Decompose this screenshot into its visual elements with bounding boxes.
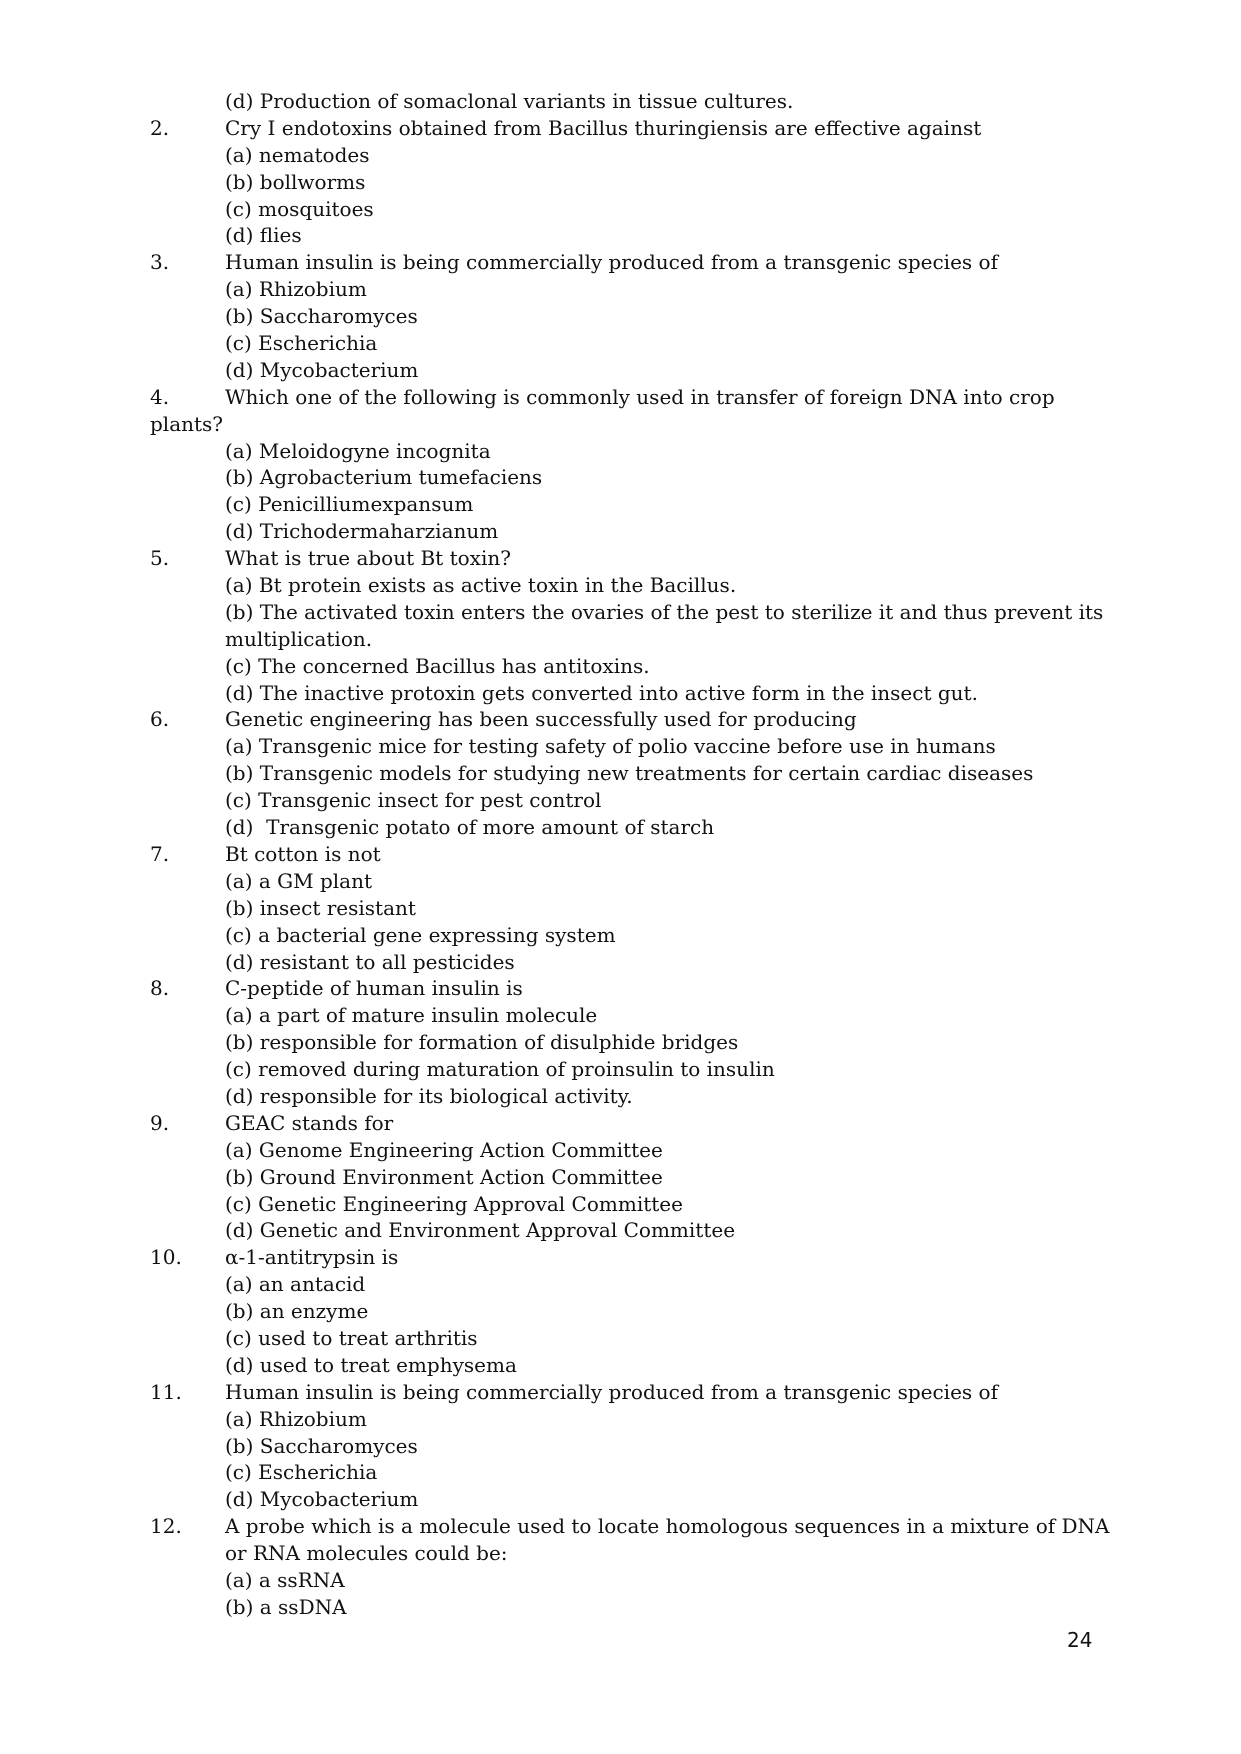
option-text: (b) insect resistant bbox=[225, 895, 416, 920]
question-text-wrap: plants? bbox=[150, 411, 224, 436]
option-line bbox=[150, 572, 1090, 599]
option-text: (c) Penicilliumexpansum bbox=[225, 492, 474, 517]
question-12 bbox=[150, 1513, 1110, 1540]
option-text: (c) removed during maturation of proinsulin to insulin bbox=[225, 1057, 775, 1082]
question-number: 11. bbox=[150, 1379, 182, 1404]
option-text: (a) Rhizobium bbox=[225, 1406, 367, 1431]
option-text: (a) a part of mature insulin molecule bbox=[225, 1003, 598, 1028]
option-text: (c) Genetic Engineering Approval Committee bbox=[225, 1191, 683, 1216]
option-line bbox=[150, 1029, 1090, 1056]
question-6 bbox=[150, 706, 1090, 733]
option-line bbox=[150, 787, 1090, 814]
option-text: (b) Saccharomyces bbox=[225, 304, 418, 329]
option-line bbox=[150, 222, 1090, 249]
question-9 bbox=[150, 1110, 1090, 1137]
option-line bbox=[150, 1433, 1090, 1460]
question-text-continued bbox=[150, 411, 1090, 438]
option-text: (b) Transgenic models for studying new treatments for certain cardiac diseases bbox=[225, 761, 1034, 786]
question-11 bbox=[150, 1379, 1090, 1406]
option-line bbox=[150, 1486, 1090, 1513]
question-text: Cry I endotoxins obtained from Bacillus thuringiensis are effective against bbox=[225, 115, 982, 140]
option-text: (d) The inactive protoxin gets converted into active form in the insect gut. bbox=[225, 680, 978, 705]
option-line bbox=[150, 1137, 1090, 1164]
option-text: (d) Trichodermaharzianum bbox=[225, 519, 499, 544]
option-line bbox=[150, 518, 1090, 545]
option-text: (d) flies bbox=[225, 223, 302, 248]
option-line bbox=[150, 1459, 1090, 1486]
question-text: Genetic engineering has been successfully used for producing bbox=[225, 707, 857, 732]
option-line bbox=[150, 895, 1090, 922]
question-text: Human insulin is being commercially produced from a transgenic species of bbox=[225, 250, 998, 275]
option-text: (c) Escherichia bbox=[225, 1460, 378, 1485]
option-text: (a) a GM plant bbox=[225, 868, 373, 893]
option-line bbox=[150, 1217, 1090, 1244]
option-line bbox=[150, 330, 1090, 357]
question-number: 2. bbox=[150, 115, 170, 140]
question-10 bbox=[150, 1244, 1090, 1271]
question-1-option-d bbox=[150, 88, 1090, 115]
option-line bbox=[150, 276, 1090, 303]
option-line bbox=[150, 142, 1090, 169]
option-line bbox=[150, 357, 1090, 384]
option-line bbox=[150, 949, 1090, 976]
option-text: (b) Ground Environment Action Committee bbox=[225, 1164, 663, 1189]
question-text: C-peptide of human insulin is bbox=[225, 976, 523, 1001]
option-line bbox=[150, 922, 1090, 949]
question-text: Which one of the following is commonly used in transfer of foreign DNA into crop bbox=[225, 384, 1055, 409]
option-text: (b) Agrobacterium tumefaciens bbox=[225, 465, 543, 490]
option-text: (b) bollworms bbox=[225, 169, 366, 194]
option-line bbox=[150, 1191, 1090, 1218]
question-text: Human insulin is being commercially produced from a transgenic species of bbox=[225, 1379, 998, 1404]
question-number: 4. bbox=[150, 384, 170, 409]
option-text: (d) Mycobacterium bbox=[225, 1487, 419, 1512]
option-text: (c) Escherichia bbox=[225, 331, 378, 356]
page-number: 24 bbox=[1067, 1628, 1093, 1652]
option-text: (a) Transgenic mice for testing safety of polio vaccine before use in humans bbox=[225, 734, 996, 759]
question-number: 6. bbox=[150, 707, 170, 732]
question-number: 12. bbox=[150, 1514, 182, 1539]
option-line bbox=[150, 680, 1090, 707]
option-text: (b) an enzyme bbox=[225, 1299, 369, 1324]
question-3 bbox=[150, 249, 1090, 276]
option-text: (c) used to treat arthritis bbox=[225, 1325, 478, 1350]
option-text: (b) responsible for formation of disulphide bridges bbox=[225, 1030, 739, 1055]
option-text: (d) Mycobacterium bbox=[225, 357, 419, 382]
option-text: (c) mosquitoes bbox=[225, 196, 374, 221]
option-line bbox=[150, 626, 1090, 653]
option-line bbox=[150, 1056, 1090, 1083]
option-line bbox=[150, 1083, 1090, 1110]
option-line bbox=[150, 464, 1090, 491]
option-line bbox=[150, 1002, 1090, 1029]
option-line bbox=[150, 599, 1104, 626]
option-line bbox=[150, 491, 1090, 518]
option-text: (a) Genome Engineering Action Committee bbox=[225, 1137, 663, 1162]
option-text: (a) Meloidogyne incognita bbox=[225, 438, 491, 463]
option-line bbox=[150, 814, 1090, 841]
option-line bbox=[150, 169, 1090, 196]
option-text: multiplication. bbox=[225, 626, 373, 651]
question-number: 5. bbox=[150, 546, 170, 571]
option-line bbox=[150, 653, 1090, 680]
option-line bbox=[150, 1352, 1090, 1379]
option-line bbox=[150, 1567, 1090, 1594]
question-5 bbox=[150, 545, 1090, 572]
option-line bbox=[150, 1406, 1090, 1433]
option-text: (b) a ssDNA bbox=[225, 1594, 347, 1619]
option-text: (a) a ssRNA bbox=[225, 1567, 345, 1592]
question-2 bbox=[150, 115, 1090, 142]
question-4 bbox=[150, 384, 1090, 411]
option-text: (d) Transgenic potato of more amount of starch bbox=[225, 815, 715, 840]
question-text: A probe which is a molecule used to locate homologous sequences in a mixture of DNA bbox=[225, 1514, 1110, 1539]
question-number: 9. bbox=[150, 1110, 170, 1135]
question-number: 8. bbox=[150, 976, 170, 1001]
option-text: (d) resistant to all pesticides bbox=[225, 949, 515, 974]
option-text: (b) The activated toxin enters the ovaries of the pest to sterilize it and thus prevent its bbox=[225, 599, 1104, 624]
option-line bbox=[150, 1594, 1090, 1621]
question-8 bbox=[150, 975, 1090, 1002]
option-text: (c) The concerned Bacillus has antitoxins. bbox=[225, 653, 650, 678]
question-text: α-1-antitrypsin is bbox=[225, 1245, 399, 1270]
option-line bbox=[150, 1298, 1090, 1325]
question-text: What is true about Bt toxin? bbox=[225, 546, 511, 571]
option-text: (d) responsible for its biological activity. bbox=[225, 1083, 633, 1108]
option-text: (d) used to treat emphysema bbox=[225, 1352, 517, 1377]
option-line bbox=[150, 196, 1090, 223]
option-text: (a) Rhizobium bbox=[225, 277, 367, 302]
question-text: Bt cotton is not bbox=[225, 841, 381, 866]
option-line bbox=[150, 733, 1090, 760]
question-number: 7. bbox=[150, 841, 170, 866]
question-text: GEAC stands for bbox=[225, 1110, 394, 1135]
question-list bbox=[150, 88, 1110, 1621]
option-text: (d) Genetic and Environment Approval Committee bbox=[225, 1218, 736, 1243]
option-line bbox=[150, 1164, 1090, 1191]
option-line bbox=[150, 1271, 1090, 1298]
option-text: (d) Production of somaclonal variants in tissue cultures. bbox=[225, 89, 794, 113]
question-7 bbox=[150, 841, 1090, 868]
option-text: (a) Bt protein exists as active toxin in the Bacillus. bbox=[225, 573, 737, 598]
option-line bbox=[150, 760, 1090, 787]
option-line bbox=[150, 868, 1090, 895]
option-line bbox=[150, 303, 1090, 330]
question-number: 10. bbox=[150, 1245, 182, 1270]
option-text: (c) a bacterial gene expressing system bbox=[225, 922, 616, 947]
option-line bbox=[150, 438, 1090, 465]
option-text: (c) Transgenic insect for pest control bbox=[225, 788, 602, 813]
question-text-wrap: or RNA molecules could be: bbox=[225, 1541, 508, 1566]
option-text: (a) an antacid bbox=[225, 1272, 366, 1297]
option-text: (a) nematodes bbox=[225, 142, 370, 167]
question-number: 3. bbox=[150, 250, 170, 275]
option-line bbox=[150, 1540, 1090, 1567]
option-line bbox=[150, 1325, 1090, 1352]
option-text: (b) Saccharomyces bbox=[225, 1433, 418, 1458]
